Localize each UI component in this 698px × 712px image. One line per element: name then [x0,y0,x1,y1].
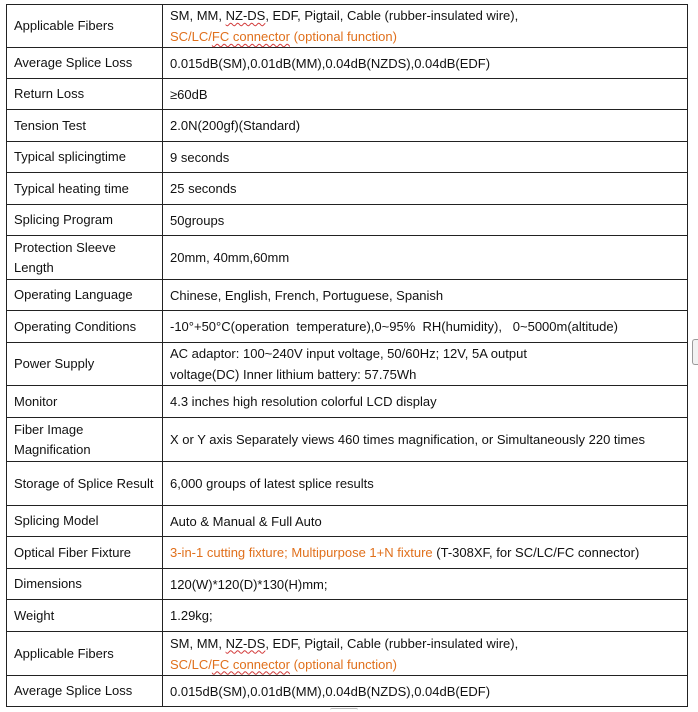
highlighted-text: FC connector [211,656,290,672]
spec-value [163,569,688,600]
spec-value-line [170,654,681,675]
spec-value-line [170,316,681,337]
spec-value [163,79,688,110]
spec-table-body [7,5,688,707]
spec-value [163,632,688,676]
spec-value-line [170,115,681,136]
spec-value-line [170,26,681,47]
spec-value-line [170,210,681,231]
spec-value-line [170,285,681,306]
value-text: 1.29kg; [170,608,213,623]
value-text: , EDF, Pigtail, Cable (rubber-insulated wire), [265,8,519,23]
spec-value [163,462,688,506]
spec-value-line [170,429,681,450]
spec-value [163,48,688,79]
bottom-resize-handle[interactable] [330,708,358,712]
spec-value-line [170,247,681,268]
spec-row [7,537,688,569]
spec-row [7,173,688,205]
value-text: ≥60dB [170,86,208,102]
spec-label: Splicing Program [7,205,163,236]
value-text: AC adaptor: 100~240V input voltage, 50/60Hz; 12V, 5A output [170,346,527,361]
spec-value-line [170,542,681,563]
spec-value [163,343,688,386]
value-text: 6,000 groups of latest splice results [170,476,374,491]
spec-value-line [170,391,681,412]
spec-label: Protection Sleeve Length [7,236,163,280]
value-text: 4.3 inches high resolution colorful LCD display [170,394,437,409]
spec-row [7,311,688,343]
value-text: SM, MM, [170,8,226,23]
value-text: 0.015dB(SM),0.01dB(MM),0.04dB(NZDS),0.04dB(EDF) [170,55,491,71]
value-text: 2.0N(200gf)(Standard) [170,118,301,133]
spec-row [7,205,688,236]
spec-value [163,142,688,173]
spec-value-line [170,84,681,105]
value-text: NZ-DS [225,635,266,651]
value-text: NZ-DS [225,8,266,23]
spec-label: Average Splice Loss [7,676,163,707]
value-text: 25 seconds [170,181,237,196]
spec-row [7,418,688,462]
spec-value [163,236,688,280]
spec-label: Operating Conditions [7,311,163,343]
spec-value [163,676,688,707]
value-text: 9 seconds [170,149,230,165]
spec-label: Power Supply [7,343,163,386]
spec-value [163,5,688,48]
spec-row [7,569,688,600]
spec-value [163,418,688,462]
spec-row [7,676,688,707]
spec-row [7,632,688,676]
spec-row [7,506,688,537]
value-text: 120(W)*120(D)*130(H)mm; [170,576,328,592]
highlighted-text: (optional function) [289,656,397,672]
spec-label: Tension Test [7,110,163,142]
spec-row [7,386,688,418]
spec-value [163,173,688,205]
highlighted-text: (optional function) [289,29,397,44]
value-text: SM, MM, [170,635,226,651]
spec-row [7,600,688,632]
spec-value [163,110,688,142]
spec-row [7,5,688,48]
spec-value-line [170,511,681,532]
value-text: voltage(DC) Inner lithium battery: 57.75Wh [170,367,417,382]
value-text: 20mm, 40mm,60mm [170,250,290,265]
spec-label: Average Splice Loss [7,48,163,79]
spec-value-line [170,343,681,364]
spec-row [7,343,688,386]
spec-value [163,386,688,418]
spec-label: Fiber Image Magnification [7,418,163,462]
spec-row [7,236,688,280]
spec-value-line [170,605,681,626]
spec-label: Dimensions [7,569,163,600]
spec-row [7,48,688,79]
spec-value-line [170,364,681,385]
spec-value [163,600,688,632]
spec-label: Optical Fiber Fixture [7,537,163,569]
spec-label: Weight [7,600,163,632]
spec-value-line [170,633,681,654]
highlighted-text: FC connector [211,29,290,44]
value-text: Chinese, English, French, Portuguese, Spanish [170,287,444,303]
spec-table [6,4,688,707]
spec-value [163,506,688,537]
spec-value [163,537,688,569]
spec-label: Monitor [7,386,163,418]
spec-value-line [170,5,681,26]
spec-row [7,110,688,142]
spec-row [7,142,688,173]
spec-value [163,280,688,311]
spec-label: Return Loss [7,79,163,110]
spec-value-line [170,473,681,494]
side-scroll-tab[interactable] [692,339,698,365]
spec-value [163,311,688,343]
spec-value-line [170,178,681,199]
spec-value-line [170,147,681,168]
highlighted-text: SC/LC/ [170,656,212,672]
spec-row [7,79,688,110]
value-text: X or Y axis Separately views 460 times magnification, or Simultaneously 220 times [170,432,645,447]
spec-label: Operating Language [7,280,163,311]
spec-row [7,280,688,311]
highlighted-text: 3-in-1 cutting fixture; Multipurpose 1+N fixture [170,545,433,560]
highlighted-text: SC/LC/ [170,29,212,44]
value-text: Auto & Manual & Full Auto [170,513,322,529]
spec-value-line [170,574,681,595]
spec-label: Applicable Fibers [7,632,163,676]
value-text: 50groups [170,212,225,228]
value-text: , EDF, Pigtail, Cable (rubber-insulated wire), [265,635,519,651]
spec-row [7,462,688,506]
spec-label: Typical splicingtime [7,142,163,173]
spec-label: Storage of Splice Result [7,462,163,506]
spec-label: Typical heating time [7,173,163,205]
spec-value [163,205,688,236]
value-text: 0.015dB(SM),0.01dB(MM),0.04dB(NZDS),0.04dB(EDF) [170,683,491,699]
spec-value-line [170,681,681,702]
value-text: (T-308XF, for SC/LC/FC connector) [432,545,640,560]
spec-value-line [170,53,681,74]
value-text: -10°+50°C(operation temperature),0~95% RH(humidity), 0~5000m(altitude) [170,319,618,334]
spec-label: Applicable Fibers [7,5,163,48]
spec-label: Splicing Model [7,506,163,537]
